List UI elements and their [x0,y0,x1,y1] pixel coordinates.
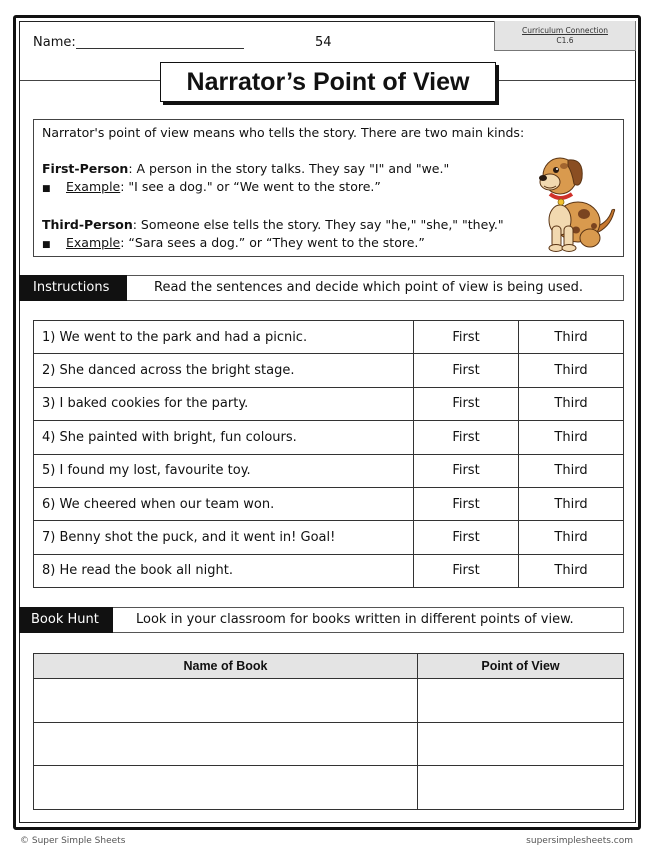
option-third[interactable]: Third [519,521,624,554]
question-text: 3) I baked cookies for the party. [34,387,414,420]
example-text: : “Sara sees a dog.” or “They went to the store.” [120,235,425,250]
questions-table [33,320,624,588]
curriculum-connection-box [494,21,636,51]
name-field[interactable] [76,48,244,49]
option-third[interactable]: Third [519,554,624,587]
name-label: Name: [33,35,76,50]
question-text: 1) We went to the park and had a picnic. [34,321,414,354]
question-row [34,454,624,487]
definition-text: Narrator's point of view means who tells the story. There are two main kinds: [42,125,525,140]
column-header-name-of-book: Name of Book [34,654,418,679]
first-person-term: First-Person [42,161,129,176]
book-row [34,766,624,810]
book-hunt-text: Look in your classroom for books written in different points of view. [136,612,574,627]
question-text: 5) I found my lost, favourite toy. [34,454,414,487]
instructions-tab: Instructions [19,275,127,301]
option-third[interactable]: Third [519,421,624,454]
example-label: Example [66,179,121,194]
instructions-bar [19,275,624,301]
question-row [34,521,624,554]
option-first[interactable]: First [414,321,519,354]
question-text: 2) She danced across the bright stage. [34,354,414,387]
book-row [34,679,624,723]
option-first[interactable]: First [414,421,519,454]
option-first[interactable]: First [414,487,519,520]
third-person-term: Third-Person [42,217,133,232]
question-text: 6) We cheered when our team won. [34,487,414,520]
bullet-icon: ■ [42,184,51,194]
question-text: 7) Benny shot the puck, and it went in! Goal! [34,521,414,554]
book-hunt-table [33,653,624,810]
book-name-cell[interactable] [34,766,418,810]
book-name-cell[interactable] [34,679,418,723]
book-name-cell[interactable] [34,722,418,766]
question-row [34,554,624,587]
option-first[interactable]: First [414,387,519,420]
book-hunt-tab: Book Hunt [19,607,113,633]
first-person-desc: : A person in the story talks. They say "I" and "we." [128,161,450,176]
instructions-text: Read the sentences and decide which point of view is being used. [154,280,584,295]
question-text: 8) He read the book all night. [34,554,414,587]
option-first[interactable]: First [414,521,519,554]
question-text: 4) She painted with bright, fun colours. [34,421,414,454]
option-first[interactable]: First [414,454,519,487]
option-third[interactable]: Third [519,387,624,420]
page-number: 54 [315,35,332,50]
third-person-desc: : Someone else tells the story. They say "he," "she," "they." [132,217,504,232]
option-third[interactable]: Third [519,487,624,520]
book-hunt-bar [19,607,624,633]
curriculum-code: C1.6 [556,36,574,45]
option-third[interactable]: Third [519,321,624,354]
question-row [34,421,624,454]
option-third[interactable]: Third [519,454,624,487]
option-third[interactable]: Third [519,354,624,387]
question-row [34,354,624,387]
example-label: Example [66,235,121,250]
option-first[interactable]: First [414,354,519,387]
curriculum-label: Curriculum Connection [522,26,608,35]
dog-icon [528,148,618,252]
example-text: : "I see a dog." or “We went to the store.” [120,179,381,194]
option-first[interactable]: First [414,554,519,587]
point-of-view-cell[interactable] [418,766,624,810]
column-header-point-of-view: Point of View [418,654,624,679]
point-of-view-cell[interactable] [418,679,624,723]
question-row [34,321,624,354]
question-row [34,487,624,520]
website-text: supersimplesheets.com [526,836,633,846]
book-row [34,722,624,766]
page-title: Narrator’s Point of View [160,62,496,102]
question-row [34,387,624,420]
copyright-text: © Super Simple Sheets [20,836,126,846]
bullet-icon: ■ [42,240,51,250]
point-of-view-cell[interactable] [418,722,624,766]
